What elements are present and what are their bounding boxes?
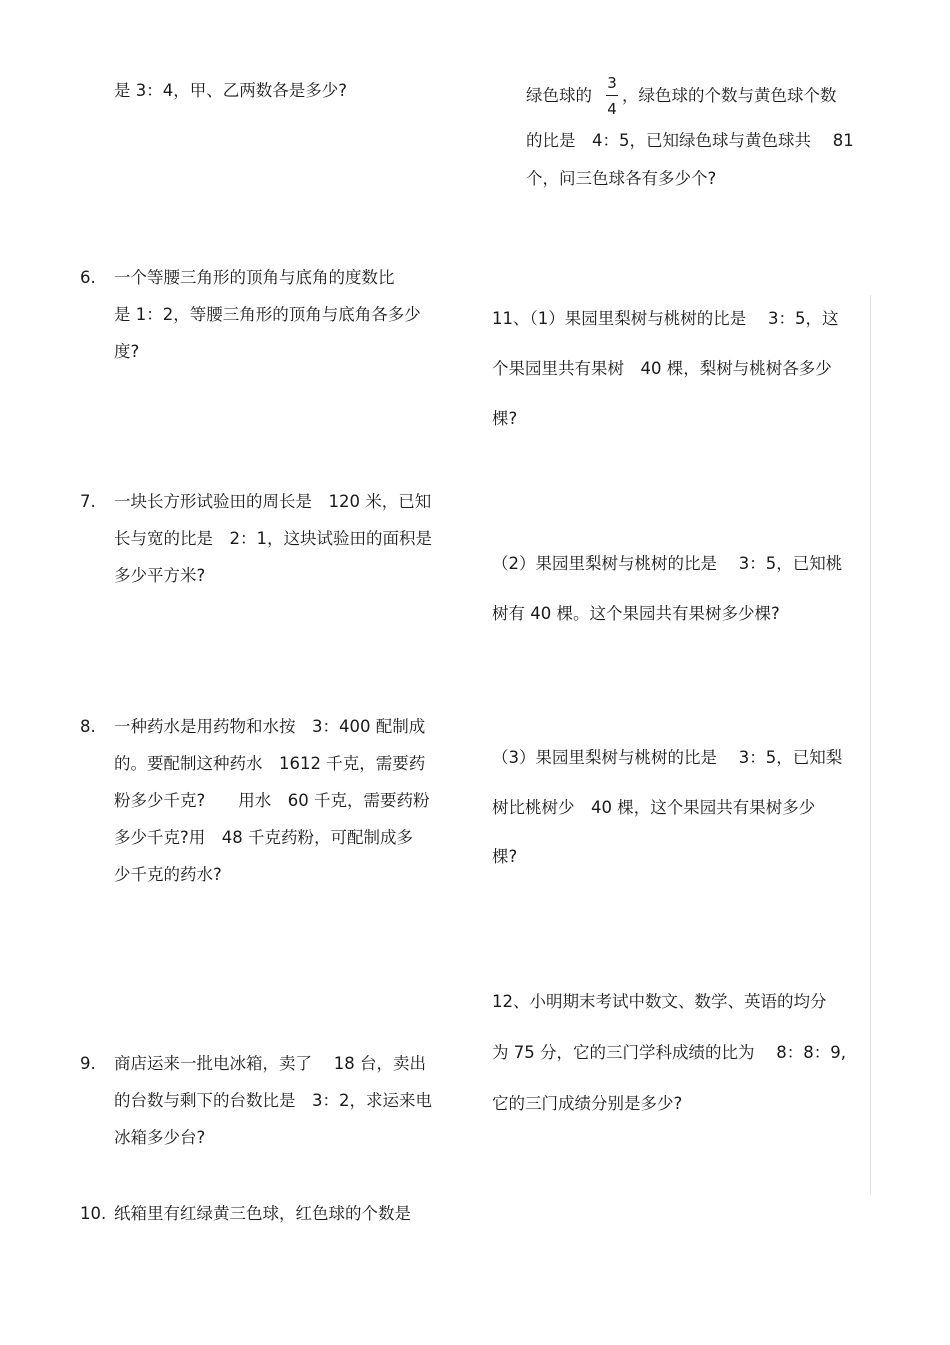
q11-3-line-1: （3）果园里梨树与桃树的比是 3：5，已知梨 [492, 748, 843, 767]
q12-line-2: 为 75 分，它的三门学科成绩的比为 8：8：9, [492, 1043, 846, 1062]
fraction-denominator: 4 [607, 100, 617, 118]
q7-line-1: 一块长方形试验田的周长是 120 米，已知 [114, 492, 432, 511]
q7-line-2: 长与宽的比是 2：1，这块试验田的面积是 [114, 529, 432, 548]
q11-3-line-2: 树比桃树少 40 棵，这个果园共有果树多少 [492, 798, 816, 817]
question-number-10: 10. [80, 1204, 107, 1223]
fraction-bar [606, 95, 618, 96]
q11-line-1: 11、（1）果园里梨树与桃树的比是 3：5，这 [492, 309, 839, 328]
q11-line-3: 棵? [492, 409, 518, 428]
fraction-numerator: 3 [607, 74, 617, 92]
q8-line-2: 的。要配制这种药水 1612 千克，需要药 [114, 754, 426, 773]
q9-line-3: 冰箱多少台? [114, 1128, 206, 1147]
column-divider [870, 295, 871, 1195]
q6-line-3: 度? [114, 342, 140, 361]
q12-line-3: 它的三门成绩分别是多少? [492, 1094, 683, 1113]
q11-3-line-3: 棵? [492, 847, 518, 866]
q10-cont-line-2: 的比是 4：5，已知绿色球与黄色球共 81 [526, 131, 854, 150]
q10-cont-line-3: 个，问三色球各有多少个? [526, 169, 717, 188]
q6-line-1: 一个等腰三角形的顶角与底角的度数比 [114, 268, 395, 287]
q11-2-line-2: 树有 40 棵。这个果园共有果树多少棵? [492, 604, 780, 623]
q8-line-1: 一种药水是用药物和水按 3：400 配制成 [114, 717, 426, 736]
question-number-8: 8. [80, 717, 96, 736]
q6-line-2: 是 1：2，等腰三角形的顶角与底角各多少 [114, 305, 421, 324]
question-number-7: 7. [80, 492, 96, 511]
q7-line-3: 多少平方米? [114, 566, 206, 585]
question-number-9: 9. [80, 1054, 96, 1073]
q11-2-line-1: （2）果园里梨树与桃树的比是 3：5，已知桃 [492, 554, 843, 573]
q9-line-2: 的台数与剩下的台数比是 3：2，求运来电 [114, 1091, 432, 1110]
q8-line-3: 粉多少千克? 用水 60 千克，需要药粉 [114, 791, 430, 810]
q9-line-1: 商店运来一批电冰箱，卖了 18 台，卖出 [114, 1054, 426, 1073]
q10-cont-line-1-pre: 绿色球的 [526, 86, 592, 105]
q11-line-2: 个果园里共有果树 40 棵，梨树与桃树各多少 [492, 359, 832, 378]
q5-tail: 是 3：4，甲、乙两数各是多少? [114, 81, 347, 100]
question-number-6: 6. [80, 268, 96, 287]
q8-line-5: 少千克的药水? [114, 865, 222, 884]
q8-line-4: 多少千克?用 48 千克药粉，可配制成多 [114, 828, 413, 847]
q10-line-1: 纸箱里有红绿黄三色球，红色球的个数是 [114, 1204, 411, 1223]
q10-cont-line-1-post: ，绿色球的个数与黄色球个数 [622, 86, 837, 105]
q12-line-1: 12、小明期末考试中数文、数学、英语的均分 [492, 992, 827, 1011]
